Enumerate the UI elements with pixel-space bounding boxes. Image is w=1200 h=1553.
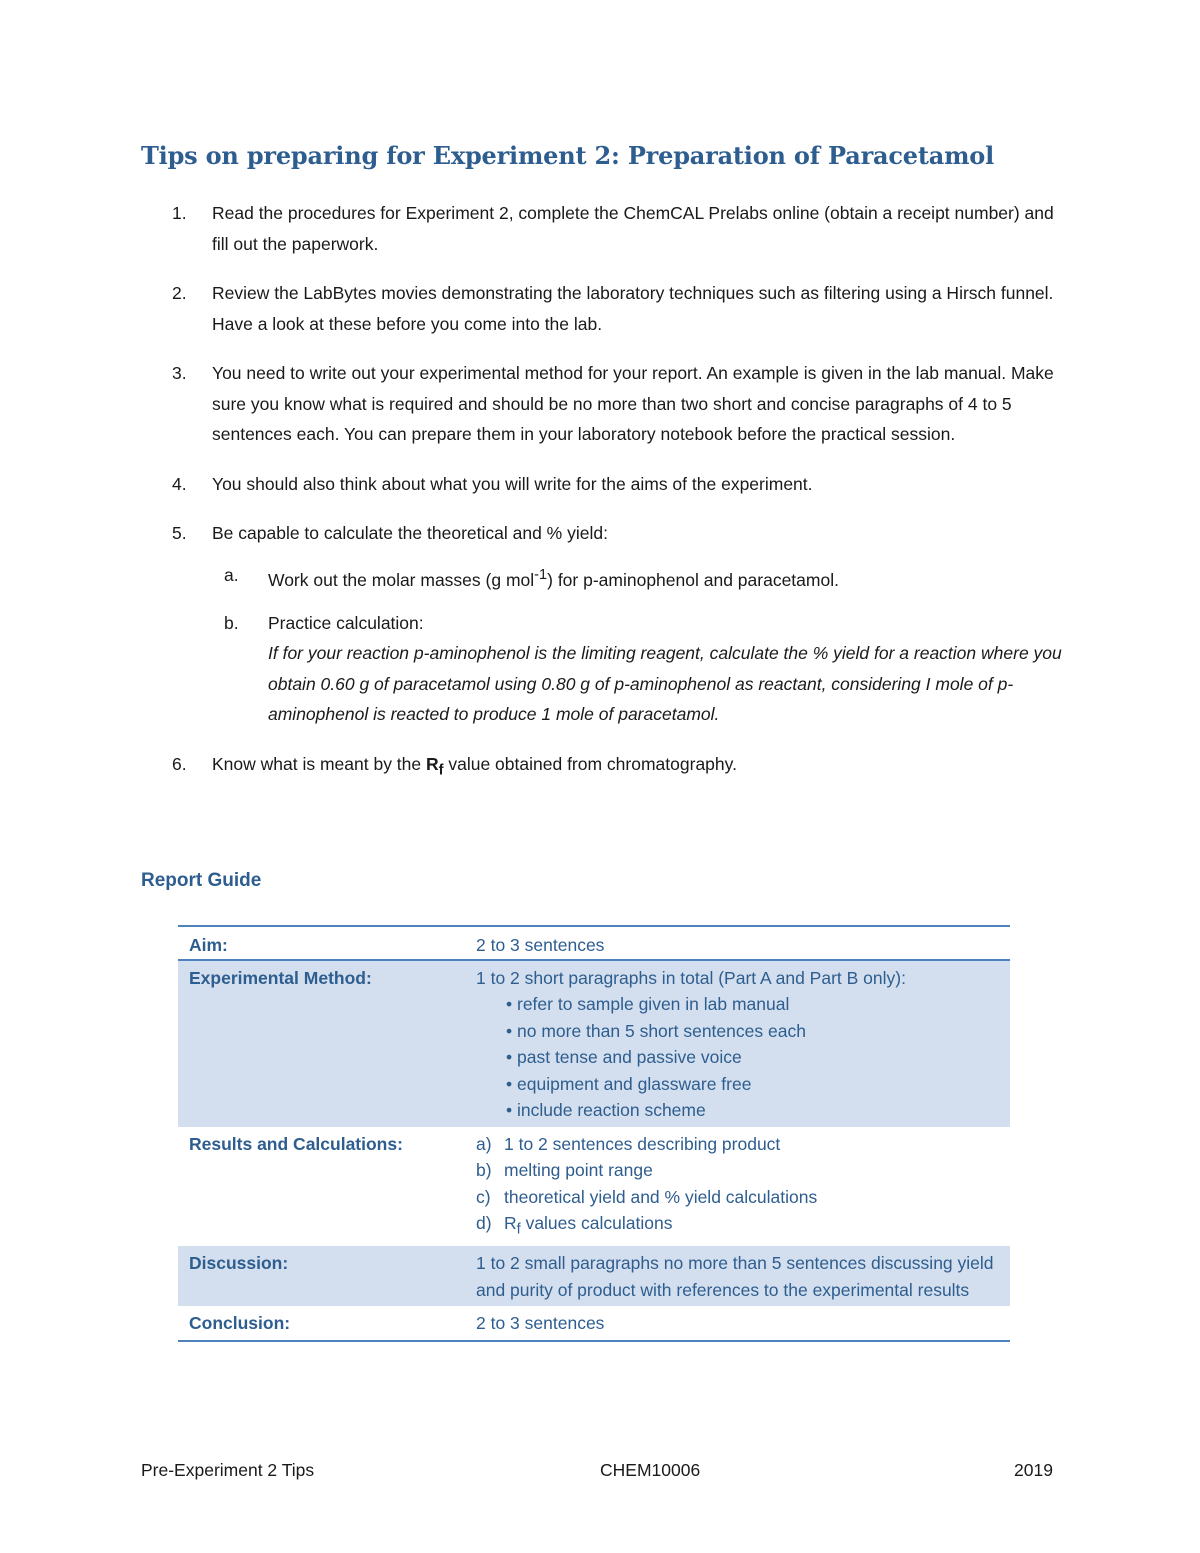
results-item [476,1210,1000,1243]
footer-center: CHEM10006 [600,1460,701,1480]
rf-r: R [504,1213,517,1233]
rf-r: R [426,753,439,774]
subtip-letter: b. [224,612,239,633]
row-value: 1 to 2 small paragraphs no more than 5 sentences discussing yield and purity of product with references to the experimental results [465,1246,1010,1306]
tip-item [172,469,1062,500]
results-item [476,1131,1000,1158]
tip-item [172,358,1062,450]
tip-item [172,278,1062,339]
table-row-aim [178,926,1010,960]
tip-item [172,749,1062,786]
tip-item [172,518,1062,730]
report-guide-heading: Report Guide [141,870,262,891]
item-text: 1 to 2 sentences describing product [504,1133,781,1154]
item-text: melting point range [504,1160,653,1180]
results-item [476,1157,1000,1184]
item-letter: b) [476,1160,492,1180]
tip-text: Review the LabBytes movies demonstrating the laboratory techniques such as filtering using a Hirsch funnel. Have a look at these before you come into the lab. [212,283,1054,334]
superscript-exponent: -1 [534,566,548,583]
row-value [465,1127,1010,1247]
item-letter: c) [476,1186,491,1207]
tip-number: 2. [172,283,187,303]
row-label: Experimental Method: [178,960,465,1127]
footer-left: Pre-Experiment 2 Tips [141,1460,315,1480]
row-value [465,960,1010,1127]
tip-item [172,198,1062,259]
row-label: Results and Calculations: [189,1133,403,1154]
row-value: 2 to 3 sentences [476,1313,605,1333]
rf-symbol [426,753,444,779]
method-bullet: • include reaction scheme [476,1097,1000,1124]
row-value: 2 to 3 sentences [465,926,1010,960]
method-bullet-list [476,991,1000,1124]
tips-list [172,198,1062,805]
tip-number: 5. [172,523,187,543]
table-row-method [178,960,1010,1127]
item-letter: a) [476,1133,492,1154]
subtip-item [212,608,1062,730]
row-label: Discussion: [178,1246,465,1306]
report-guide-table [178,925,1010,1342]
page-title: Tips on preparing for Experiment 2: Preparation of Paracetamol [141,141,995,170]
subtip-letter: a. [224,564,239,585]
subtip-text-after: ) for p-aminophenol and paracetamol. [547,569,839,590]
tip-text: You should also think about what you will write for the aims of the experiment. [212,473,813,494]
tip-text-after: value obtained from chromatography. [443,753,737,774]
method-bullet: • past tense and passive voice [476,1044,1000,1071]
tip-text: Read the procedures for Experiment 2, complete the ChemCAL Prelabs online (obtain a receipt number) and fill out the paperwork. [212,203,1054,254]
tip-number: 1. [172,203,187,223]
subtip-list [212,560,1062,730]
method-bullet: • equipment and glassware free [476,1071,1000,1098]
row-label: Aim: [178,926,465,960]
item-text: values calculations [520,1213,673,1233]
results-list [476,1131,1000,1244]
item-letter: d) [476,1213,492,1233]
method-intro: 1 to 2 short paragraphs in total (Part A and Part B only): [476,967,906,988]
tip-text: You need to write out your experimental method for your report. An example is given in the lab manual. Make sure you know what is required and should be no more than two short and concise paragraphs of 4 to 5 sentences each. You can prepare them in your laboratory notebook before the practical session. [212,363,1054,444]
tip-number: 6. [172,753,187,774]
table-row-results [178,1127,1010,1247]
tip-number: 4. [172,473,187,494]
item-text: theoretical yield and % yield calculations [504,1186,818,1207]
results-item [476,1184,1000,1211]
practice-question: If for your reaction p-aminophenol is the limiting reagent, calculate the % yield for a reaction where you obtain 0.60 g of paracetamol using 0.80 g of p-aminophenol as reactant, considering I mole of p-aminophenol is reacted to produce 1 mole of paracetamol. [268,643,1062,725]
tip-text-before: Know what is meant by the [212,753,426,774]
rf-subscript: f [438,762,444,779]
table-row-conclusion [178,1306,1010,1341]
method-bullet: • no more than 5 short sentences each [476,1018,1000,1045]
row-label: Conclusion: [189,1313,291,1333]
subtip-text-before: Work out the molar masses (g mol [268,569,535,590]
footer-right: 2019 [1014,1460,1053,1480]
table-row-discussion [178,1246,1010,1306]
subtip-item [212,560,1062,595]
tip-number: 3. [172,363,187,383]
subtip-label: Practice calculation: [268,612,424,633]
rf-subscript: f [516,1221,521,1238]
method-bullet: • refer to sample given in lab manual [476,991,1000,1018]
tip-text: Be capable to calculate the theoretical and % yield: [212,523,608,543]
